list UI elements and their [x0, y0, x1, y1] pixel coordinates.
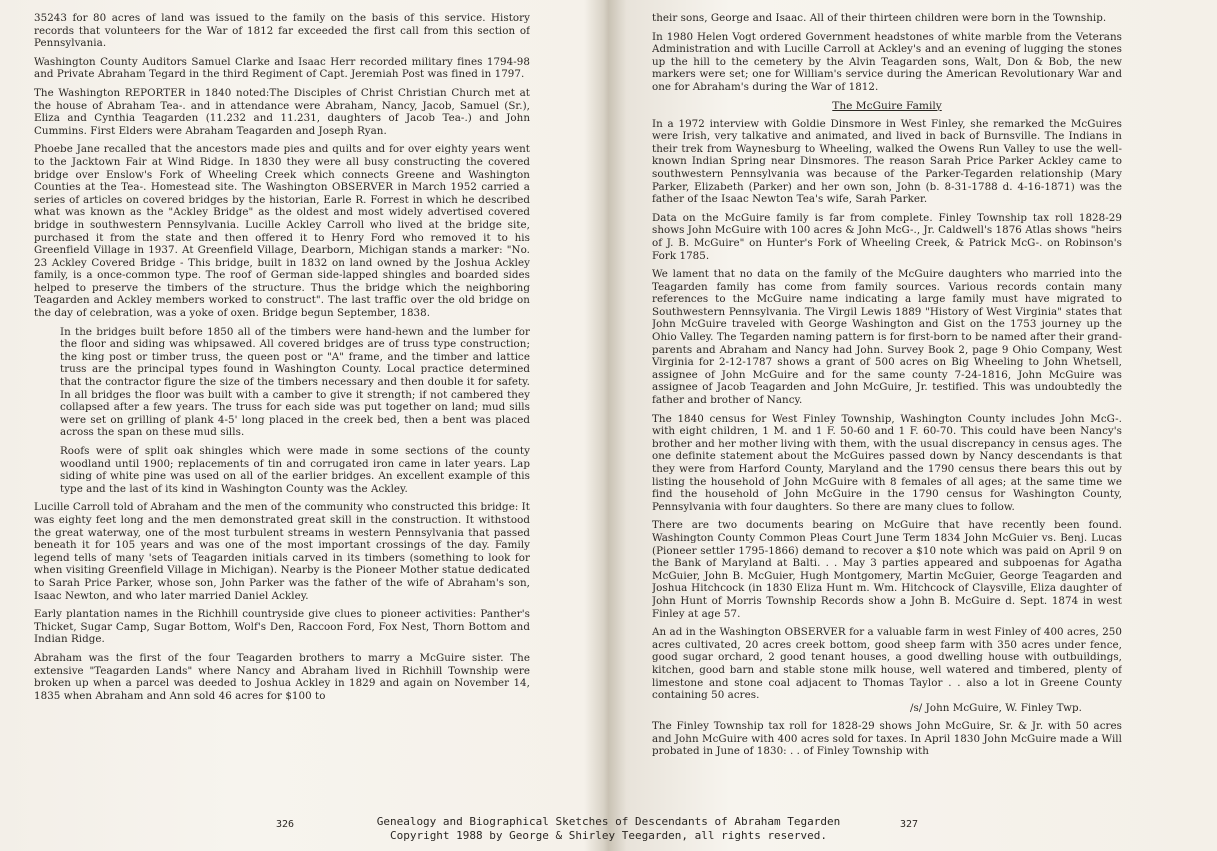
- paragraph: Phoebe Jane recalled that the ancestors made pies and quilts and for over eighty years went to the Jacktown Fair at Wind Ridge. In 1830 they were all busy constructing the covered bridge over Enslow's Fork of Wheeling Creek which connects Greene and Washington Counties at the Tea-. Homestead site. The Washington OBSERVER in March 1952 carried a series of articles on covered bridges by the historian, Earle R. Forrest in which he described what was known as the "Ackley Bridge" as the oldest and most widely advertised covered bridge in southwestern Pennsylvania. Lucille Ackley Carroll who lived at the bridge site, purchased it from the state and then offered it to Henry Ford who removed it to his Greenfield Village in 1937. At Greenfield Village, Dearborn, Michigan stands a marker: "No. 23 Ackley Covered Bridge - This bridge, built in 1832 on land owned by the Joshua Ackley family, is a once-common type. The roof of German side-lapped shingles and boarded sides helped to preserve the timbers of the structure. Thus the bridge which the neighboring Teagarden and Ackley members worked to construct". The last traffic over the old bridge on the day of celebration, was a yoke of oxen. Bridge begun September, 1838.: [34, 143, 530, 320]
- signature: /s/ John McGuire, W. Finley Twp.: [909, 701, 1082, 714]
- quote-paragraph: Roofs were of split oak shingles which were made in some sections of the county woodland until 1900; replacements of tin and corrugated iron came in later years. Lap siding of white pine was used on all of the earlier bridges. An excellent example of this type and the last of its kind in Washington County was the Ackley.: [60, 445, 530, 495]
- page-number-right: 327: [900, 819, 919, 830]
- paragraph: their sons, George and Isaac. All of their thirteen children were born in the Township.: [652, 12, 1107, 24]
- quote-paragraph: In the bridges built before 1850 all of the timbers were hand-hewn and the lumber for the floor and siding was whipsawed. All covered bridges are of truss type construction; the king post or timber truss, the queen post or "A" frame, and the timber and lattice truss are the principal types found in Washington County. Local practice determined that the contractor figure the size of the timbers necessary and then double it for safety. In all bridges the floor was built with a camber to give it strength; if not cambered they collapsed after a few years. The truss for each side was put together on land; mud sills were set on grilling of plank 4-5' long placed in the creek bed, then a bent was placed across the span on these mud sills.: [60, 325, 530, 439]
- paragraph: The Finley Township tax roll for 1828-29 shows John McGuire, Sr. & Jr. with 50 acres and John McGuire with 400 acres sold for taxes. In April 1830 John McGuire made a Will probated in June of 1830: . . of Finley Township with: [652, 720, 1122, 758]
- paragraph: The 1840 census for West Finley Township, Washington County includes John McG-. with eight children, 1 M. and 1 F. 50-60 and 1 F. 60-70. This could have been Nancy's brother and her mother living with them, with the usual discrepancy in census ages. The one definite statement about the McGuires passed down by Nancy descendants is that they were from Harford County, Maryland and the 1790 census there bears this out by listing the household of John McGuire with 8 females of all ages; at the same time we find the household of John McGuire in the 1790 census for Washington County, Pennsylvania with four daughters. So there are many clues to follow.: [652, 412, 1122, 513]
- paragraph: There are two documents bearing on McGuire that have recently been found. Washington County Common Pleas Court June Term 1834 John McGuier vs. Benj. Lucas (Pioneer settler 1795-1866) demand to recover a $10 note which was paid on April 9 on the Bank of Maryland at Balti. . . May 3 parties appeared and subpoenas for Agatha McGuier, John B. McGuier, Hugh Montgomery, Martin McGuier, George Teagarden and Joshua Hitchcock (in 1830 Eliza Hunt m. Wm. Hitchcock of Claysville, Eliza daughter of John Hunt of Morris Township Records show a John B. McGuire d. Sept. 1874 in west Finley at age 57.: [652, 519, 1122, 620]
- paragraph: Washington County Auditors Samuel Clarke and Isaac Herr recorded military fines 1794-98 and Private Abraham Tegard in the third Regiment of Capt. Jeremiah Post was fined in 1797.: [34, 55, 530, 81]
- paragraph: 35243 for 80 acres of land was issued to the family on the basis of this service. History records that volunteers for the War of 1812 far exceeded the first call from this section of Pennsylvania.: [34, 12, 530, 50]
- copyright-notice: Copyright 1988 by George & Shirley Teegarden, all rights reserved.: [389, 829, 828, 842]
- paragraph: Abraham was the first of the four Teagarden brothers to marry a McGuire sister. The extensive "Teagarden Lands" where Nancy and Abraham lived in Richhill Township were broken up when a parcel was deeded to Joshua Ackley in 1829 and again on November 14, 1835 when Abraham and Ann sold 46 acres for $100 to: [34, 651, 530, 702]
- right-page: [652, 12, 1122, 812]
- page-footer: [0, 815, 1217, 849]
- paragraph: In 1980 Helen Vogt ordered Government headstones of white marble from the Veterans Administration and with Lucille Carroll at Ackley's and an evening of lugging the stones up the hill to the cemetery by the Alvin Teagarden sons, Walt, Don & Bob, the new markers were set; one for William's service during the American Revolutionary War and one for Abraham's during the War of 1812.: [652, 30, 1122, 93]
- paragraph: Lucille Carroll told of Abraham and the men of the community who constructed this bridge: It was eighty feet long and the men demonstrated great skill in the construction. It withstood the great waterway, one of the most turbulent streams in western Pennsylvania that passed beneath it for 105 years and was one of the most important crossings of the day. Family legend tells of many 'sets of Teagarden initials carved in its timbers (something to look for when visiting Greenfield Village in Michigan). Nearby is the Pioneer Mother statue dedicated to Sarah Price Parker, whose son, John Parker was the father of the wife of Abraham's son, Isaac Newton, and who later married Daniel Ackley.: [34, 501, 530, 602]
- book-title: Genealogy and Biographical Sketches of Descendants of Abraham Tegarden: [376, 815, 841, 828]
- paragraph: Data on the McGuire family is far from complete. Finley Township tax roll 1828-29 shows John McGuire with 100 acres & John McG-., Jr. Caldwell's 1876 Atlas shows "heirs of J. B. McGuire" on Hunter's Fork of Wheeling Creek, & Patrick McG-. on Robinson's Fork 1785.: [652, 211, 1122, 262]
- paragraph: Early plantation names in the Richhill countryside give clues to pioneer activities: Panther's Thicket, Sugar Camp, Sugar Bottom, Wolf's Den, Raccoon Ford, Fox Nest, Thorn Bottom and Indian Ridge.: [34, 608, 530, 646]
- page-number-left: 326: [276, 819, 295, 830]
- paragraph: We lament that no data on the family of the McGuire daughters who married into the Teagarden family has come from family sources. Various records contain many references to the McGuire name indicating a large family must have migrated to Southwestern Pennsylvania. The Virgil Lewis 1889 "History of West Virginia" states that John McGuire traveled with George Washington and Gist on the 1753 journey up the Ohio Valley. The Tegarden naming pattern is for first-born to be named after their grand-parents and Abraham and Nancy had John. Survey Book 2, page 9 Ohio Company, West Virginia for 2-12-1787 shows a grant of 500 acres on Big Wheeling to John Whetsell, assignee of John McGuire and for the same county 7-24-1816, John McGuire was assignee of Jacob Teagarden and John McGuire, Jr. testified. This was undoubtedly the father and brother of Nancy.: [652, 268, 1122, 407]
- paragraph: An ad in the Washington OBSERVER for a valuable farm in west Finley of 400 acres, 250 acres cultivated, 20 acres creek bottom, good sheep farm with 350 acres under fence, good sugar orchard, 2 good tenant houses, a good dwelling house with outbuildings, kitchen, good barn and stable stone milk house, well watered and timbered, plenty of limestone and stone coal adjacent to Thomas Taylor . . also a lot in Greene County containing 50 acres.: [652, 626, 1122, 702]
- paragraph: The Washington REPORTER in 1840 noted:The Disciples of Christ Christian Church met at the house of Abraham Tea-. and in attendance were Abraham, Nancy, Jacob, Samuel (Sr.), Eliza and Cynthia Teagarden (11.232 and 11.231, daughters of Jacob Tea-.) and John Cummins. First Elders were Abraham Teagarden and Joseph Ryan.: [34, 86, 530, 137]
- left-page: [34, 12, 530, 812]
- paragraph: In a 1972 interview with Goldie Dinsmore in West Finley, she remarked the McGuires were Irish, very talkative and animated, and lived in back of Burnsville. The Indians in their trek from Waynesburg to Wheeling, walked the Owens Run Valley to use the well-known Indian Spring near Dinsmores. The reason Sarah Price Parker Ackley came to southwestern Pennsylvania was because of the Parker-Tegarden relationship (Mary Parker, Elizabeth (Parker) and her own son, John (b. 8-31-1788 d. 4-16-1871) was the father of the Isaac Newton Tea's wife, Sarah Parker.: [652, 117, 1122, 206]
- section-heading: The McGuire Family: [832, 99, 942, 112]
